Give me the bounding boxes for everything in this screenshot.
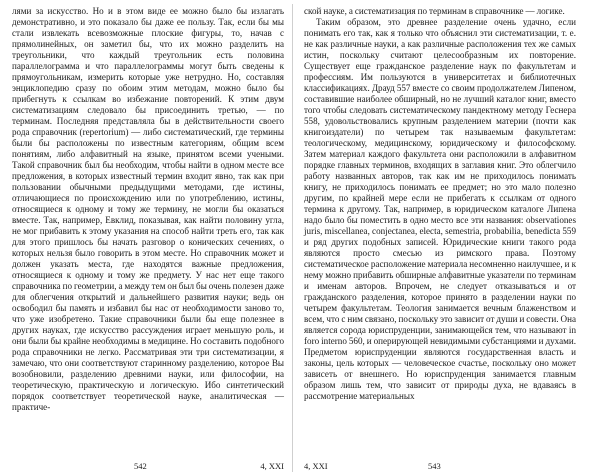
right-page <box>304 6 576 472</box>
page-gutter <box>292 4 293 472</box>
paragraph: Таким образом, это древнее разделение очень удачно, если понимать его так, как я только что объяснил эти систематизации, т. е. не как различные науки, а как различные расположения тех же самых истин, поскольку считают целесообразным их повторение. Существует еще гражданское разделение наук по факультетам и профессиям. Им пользуются в университетах и библиотечных классификациях. Драуд 557 вместе со своим продолжателем Липеном, составившие наиболее обширный, но не лучший каталог книг, вместо того чтобы следовать систематическому пандектному методу Геснера 558, удовольствовались крупным разделением материи (почти как книгоиздатели) по четырем так называемым факультетам: теологическому, медицинскому, юридическому и философскому. Затем материал каждого факультета они расположили в алфавитном порядке главных терминов, входящих в заглавия книг. Это облегчило работу названных авторов, так как им не приходилось понимать книгу, не приходилось понимать ее предмет; но это мало полезно другим, по крайней мере если не прибегать к ссылкам от одного термина к другому. Так, например, в юридическом каталоге Липена надо было бы поместить в одно место все эти названия: observationes juris, miscellanea, conjectanea, electa, semestria, probabilia, benedicta 559 и ряд других подобных записей. Юридические книги такого рода являются просто смесью из римского права. Поэтому систематическое расположение материала несомненно наилучшее, и к нему можно прибавить обширные алфавитные указатели по терминам и именам авторов. Впрочем, не следует отказываться и от гражданского разделения, которое принято в разделении науки по четырем факультетам. Теология занимается вечным блаженством и всем, что с ним связано, поскольку это зависит от души и совести. Она является сорода юриспруденции, занимающейся тем, что называют in foro interno 560, и оперирующей невидимыми субстанциями и духами. Предметом юриспруденции являются государственная власть и законы, цель которых — человеческое счастье, поскольку оно может зависеть от внешнего. Но юриспруденция занимается главным образом лишь тем, что зависит от природы духа, не вдаваясь в рассмотрение материальных <box>304 17 576 401</box>
right-page-footer <box>304 461 576 472</box>
left-page-footer <box>12 461 284 472</box>
page-number: 543 <box>428 461 441 471</box>
running-head: 4, XXI <box>304 461 328 471</box>
paragraph: лями за искусство. Но и в этом виде ее можно было бы излагать демонстративно, и это показало бы даже ее пользу. Так, если бы мы стали извлекать всевозможные плоские фигуры, то, начав с прямолинейных, он заметил бы, что их можно разделить на треугольники, что каждый треугольник есть половина параллелограмма и что параллелограммы могут быть сведены к прямоугольникам, измерить которые уже нетрудно. Но, составляя энциклопедию сразу по обоим этим методам, можно было бы прибегнуть к ссылкам во избежание повторений. К этим двум систематизациям следовало бы присоединить третью, — по терминам. Последняя представляла бы в действительности своего рода справочник (repertorium) — либо систематический, где термины были бы расположены по известным категориям, общим всем понятиям, либо алфавитный на языке, принятом всеми учеными. Такой справочник был бы необходим, чтобы найти в одном месте все предложения, в которых известный термин входит явно, так как при пользовании обычными предыдущими методами, где истины, отличающиеся по происхождению или по употреблению, истины, относящиеся к одному и тому же термину, не могли бы оказаться вместе. Так, например, Евклид, показывая, как найти половину угла, не мог прибавить к этому указания на способ найти треть его, так как для этого пришлось бы начать разговор о конических сечениях, о которых нельзя было говорить в этом месте. Но справочник может и должен указать места, где находятся важные предложения, относящиеся к одному и тому же предмету. У нас нет еще такого справочника по геометрии, а между тем он был бы очень полезен даже для облегчения открытий и дальнейшего развития науки; ведь он освободил бы память и избавил бы нас от необходимости заново то, что уже изобретено. Такие справочники были бы еще полезнее в других науках, где искусство рассуждения играет меньшую роль, и они были бы крайне необходимы в медицине. Но составить подобного рода справочники не легко. Рассматривая эти три систематизации, я замечаю, что они соответствуют старинному разделению, которое Вы возобновили, разделению древними науки, или философии, на теоретическую, практическую и логическую. Ибо синтетический порядок соответствует теоретической науке, аналитическая — практиче- <box>12 6 284 412</box>
running-head: 4, XXI <box>260 461 284 471</box>
left-page-body <box>12 6 284 413</box>
right-page-body <box>304 6 576 402</box>
left-page <box>12 6 284 472</box>
paragraph: ской науке, а систематизация по терминам в справочнике — логике. <box>304 6 565 16</box>
page-number: 542 <box>134 461 147 471</box>
